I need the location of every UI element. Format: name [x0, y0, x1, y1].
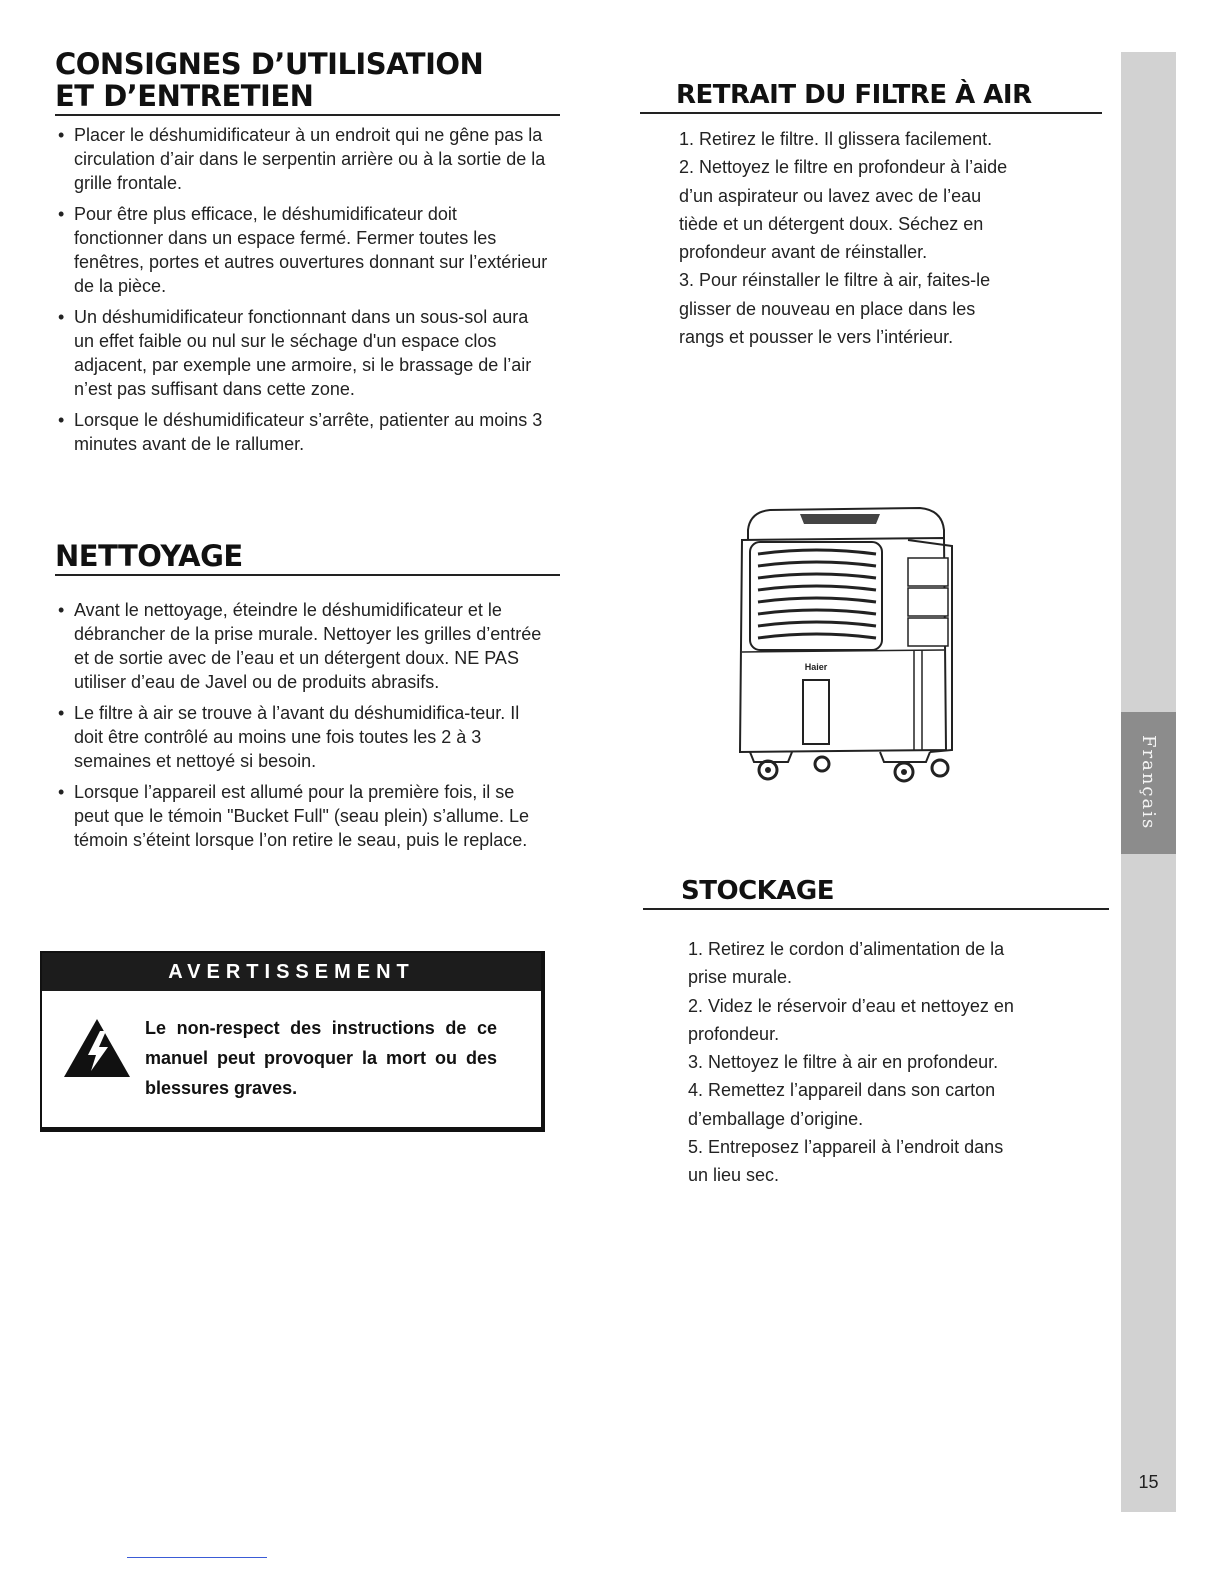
language-label: Français [1138, 735, 1159, 831]
heading-line-1: CONSIGNES D’UTILISATION [55, 47, 484, 81]
consignes-list [58, 123, 548, 463]
step-item: 5. Entreposez l’appareil à l’endroit dans un lieu sec. [688, 1137, 1004, 1186]
heading-line-2: ET D’ENTRETIEN [55, 79, 314, 113]
page-number: 15 [1138, 1472, 1159, 1492]
section-heading-filtre: RETRAIT DU FILTRE À AIR [640, 78, 1102, 114]
electric-hazard-icon [62, 1017, 132, 1079]
step-item: 3. Nettoyez le filtre à air en profondeur. [688, 1052, 999, 1073]
warning-box [40, 951, 545, 1132]
brand-logo: Haier [804, 662, 828, 672]
list-item: • Lorsque l’appareil est allumé pour la première fois, il se peut que le témoin "Bucket Full" (seau plein) s’allume. Le témoin s’éteint lorsque l’on retire le seau, puis le replace. [58, 780, 548, 852]
step-item: 1. Retirez le filtre. Il glissera facilement. [679, 129, 993, 149]
warning-title: AVERTISSEMENT [42, 953, 541, 991]
dehumidifier-illustration [730, 500, 980, 790]
step-item: 1. Retirez le cordon d’alimentation de la prise murale. [688, 939, 1005, 988]
list-item: • Lorsque le déshumidificateur s’arrête, patienter au moins 3 minutes avant de le rallumer. [58, 408, 548, 456]
section-heading-consignes [55, 48, 560, 116]
nettoyage-list [58, 598, 548, 859]
list-item: • Le filtre à air se trouve à l’avant du déshumidifica-teur. Il doit être contrôlé au moins une fois toutes les 2 à 3 semaines et nettoyé si besoin. [58, 701, 548, 773]
step-item: 4. Remettez l’appareil dans son carton d’emballage d’origine. [688, 1080, 996, 1129]
stockage-steps [688, 935, 1018, 1190]
step-item: 2. Nettoyez le filtre en profondeur à l’aide d’un aspirateur ou lavez avec de l’eau tiède et un détergent doux. Séchez en profondeur avant de réinstaller. [679, 157, 1008, 263]
list-item: • Pour être plus efficace, le déshumidificateur doit fonctionner dans un espace fermé. Fermer toutes les fenêtres, portes et autres ouvertures donnant sur l’extérieur de la pièce. [58, 202, 548, 298]
warning-text: Le non-respect des instructions de ce manuel peut provoquer la mort ou des blessures graves. [145, 1018, 497, 1098]
list-item: • Avant le nettoyage, éteindre le déshumidificateur et le débrancher de la prise murale. Nettoyer les grilles d’entrée et de sortie avec de l’eau et un détergent doux. NE PAS utiliser d’eau de Javel ou de produits abrasifs. [58, 598, 548, 694]
section-heading-stockage: STOCKAGE [643, 874, 1109, 910]
footer-link-line [127, 1557, 267, 1558]
filtre-steps [679, 125, 1009, 351]
step-item: 2. Videz le réservoir d’eau et nettoyez en profondeur. [688, 995, 1014, 1044]
list-item: • Un déshumidificateur fonctionnant dans un sous-sol aura un effet faible ou nul sur le séchage d'un espace clos adjacent, par exemple une armoire, si le brassage de l’air n’est pas suffisant dans cette zone. [58, 305, 548, 401]
section-heading-nettoyage: NETTOYAGE [55, 538, 560, 576]
list-item: • Placer le déshumidificateur à un endroit qui ne gêne pas la circulation d’air dans le serpentin arrière ou à la sortie de la grille frontale. [58, 123, 548, 195]
step-item: 3. Pour réinstaller le filtre à air, faites-le glisser de nouveau en place dans les rangs et pousser le vers l’intérieur. [679, 270, 991, 348]
